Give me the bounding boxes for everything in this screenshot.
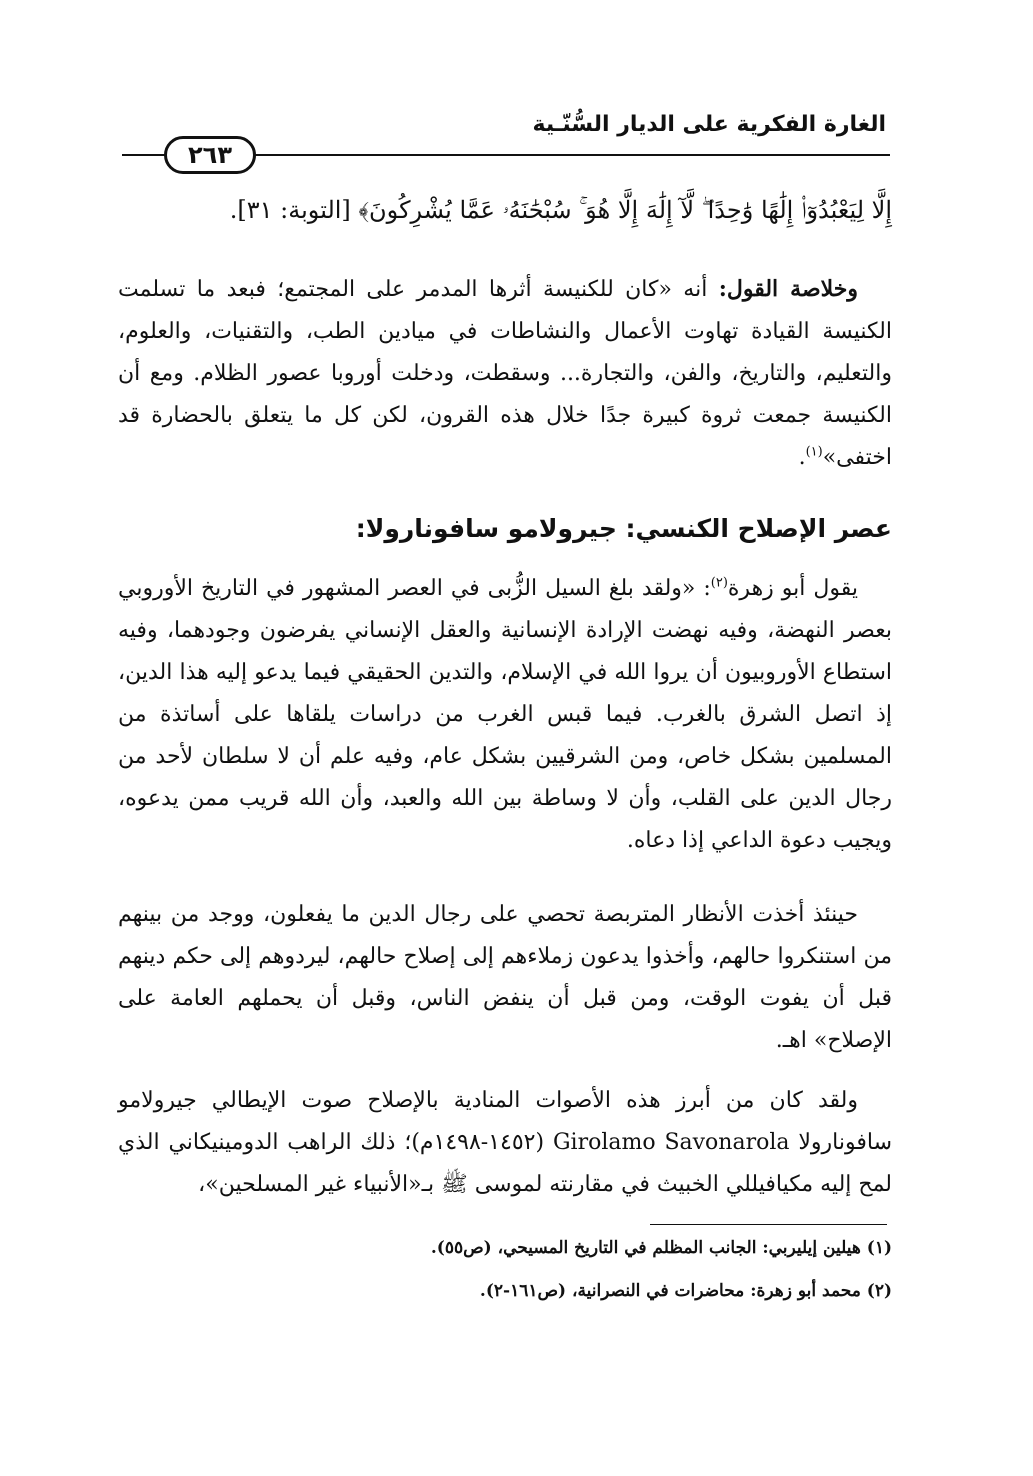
quran-verse: إِلَّا لِيَعْبُدُوٓا۟ إِلَٰهًا وَٰحِدًا ۖ لَّآ إِلَٰهَ إِلَّا هُوَ ۚ سُبْحَٰنَهُۥ عَمَّا يُشْرِكُونَ﴾ [التوبة: ٣١]. [229, 196, 892, 224]
footnote-1: (١) هيلين إيليربي: الجانب المظلم في التاريخ المسيحي، (ص٥٥). [430, 1238, 892, 1258]
section-heading: عصر الإصلاح الكنسي: جيرولامو سافونارولا: [355, 514, 892, 543]
paragraph-text: : «ولقد بلغ السيل الزُّبى في العصر المشهور في التاريخ الأوروبي بعصر النهضة، وفيه نهضت الإرادة الإنسانية والعقل الإنساني يفرضون وجودهما، وفيه استطاع الأوروبيون أن يروا الله في الإسلام، والتدين الحقيقي فيما يدعو إليه هذا الدين، إذ اتصل الشرق بالغرب. فيما قبس الغرب من دراسات يلقاها على أساتذة من المسلمين بشكل خاص، ومن الشرقيين بشكل عام، وفيه علم أن لا سلطان لأحد من رجال الدين على القلب، وأن لا وساطة بين الله والعبد، وأن الله قريب ممن يدعوه، ويجيب دعوة الداعي إذا دعاه. [118, 576, 892, 853]
paragraph-abu-zahra [118, 568, 892, 862]
paragraph-reform: حينئذ أخذت الأنظار المتربصة تحصي على رجال الدين ما يفعلون، ووجد من بينهم من استنكروا حالهم، وأخذوا يدعون زملاءهم إلى إصلاح حالهم، ليردوهم إلى حكم دينهم قبل أن يفوت الوقت، ومن قبل أن ينفض الناس، وقبل أن يحملهم العامة على الإصلاح» اهـ. [118, 902, 892, 1053]
footnote-ref-1[interactable]: (١) [805, 444, 823, 460]
paragraph-lead: وخلاصة القول: [718, 276, 858, 302]
footnote-2: (٢) محمد أبو زهرة: محاضرات في النصرانية، (ص١٦١-٢). [479, 1281, 892, 1301]
paragraph-summary [118, 268, 892, 479]
running-title: الغارة الفكرية على الديار السُّنّـية [532, 112, 886, 137]
page-number-badge: ٢٦٣ [164, 136, 256, 174]
paragraph-start: يقول أبو زهرة [727, 576, 858, 601]
paragraph-savonarola: ولقد كان من أبرز هذه الأصوات المنادية بالإصلاح صوت الإيطالي جيرولامو سافونارولا Girolamo Savonarola (١٤٥٢-١٤٩٨م)؛ ذلك الراهب الدومينيكاني الذي لمح إليه مكيافيللي الخبيث في مقارنته لموسى ﷺ بـ«الأنبياء غير المسلحين»، [118, 1088, 893, 1197]
paragraph-text: أنه «كان للكنيسة أثرها المدمر على المجتمع؛ فبعد ما تسلمت الكنيسة القيادة تهاوت الأعمال والنشاطات في ميادين الطب، والتقنيات، والعلوم، والتعليم، والتاريخ، والفن، والتجارة... وسقطت، ودخلت أوروبا عصور الظلام. ومع أن الكنيسة جمعت ثروة كبيرة جدًا خلال هذه القرون، لكن كل ما يتعلق بالحضارة قد اختفى» [118, 277, 892, 470]
footnote-divider [650, 1224, 887, 1225]
footnote-ref-2[interactable]: (٢) [710, 575, 728, 591]
paragraph-end: . [798, 445, 806, 470]
